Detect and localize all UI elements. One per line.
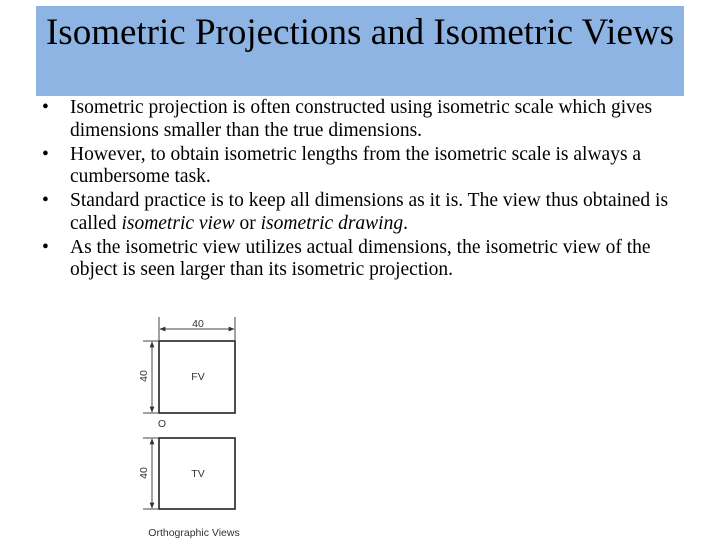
bullet-list	[34, 97, 684, 283]
front-view-box	[159, 341, 235, 413]
bullet-item	[34, 144, 684, 189]
bullet-text: However, to obtain isometric lengths from the isometric scale is always a cumbersome task.	[70, 143, 642, 187]
term-isometric-view: isometric view	[121, 212, 235, 234]
bullet-marker: •	[42, 190, 49, 211]
figure-caption: Orthographic Views	[148, 527, 240, 539]
tv-dim-label: 40	[138, 467, 150, 479]
top-view-label: TV	[191, 468, 205, 480]
bullet-text-start: Standard practice is to keep all dimensions as it is. The view thus obtained is called	[70, 190, 669, 234]
bullet-marker: •	[42, 143, 49, 165]
top-view-box	[159, 438, 235, 509]
bullet-item	[34, 237, 684, 282]
bullet-text-mid: or	[234, 212, 261, 234]
origin-label: O	[157, 418, 167, 430]
bullet-item	[34, 190, 684, 235]
title-banner	[36, 6, 684, 96]
fv-dim-label: 40	[138, 370, 150, 382]
top-dim-label: 40	[192, 318, 204, 330]
bullet-text: Isometric projection is often constructed using isometric scale which gives dimensions smaller than the true dimensions.	[70, 97, 653, 141]
bullet-marker: •	[42, 97, 49, 118]
bullet-text-end: .	[403, 212, 408, 234]
bullet-marker: •	[42, 236, 49, 258]
bullet-text: As the isometric view utilizes actual dimensions, the isometric view of the object is seen larger than its isometric projection.	[70, 236, 651, 280]
front-view-label: FV	[191, 371, 205, 383]
term-isometric-drawing: isometric drawing	[260, 212, 404, 234]
slide-title: Isometric Projections and Isometric Views	[45, 12, 674, 53]
bullet-item	[34, 97, 684, 142]
